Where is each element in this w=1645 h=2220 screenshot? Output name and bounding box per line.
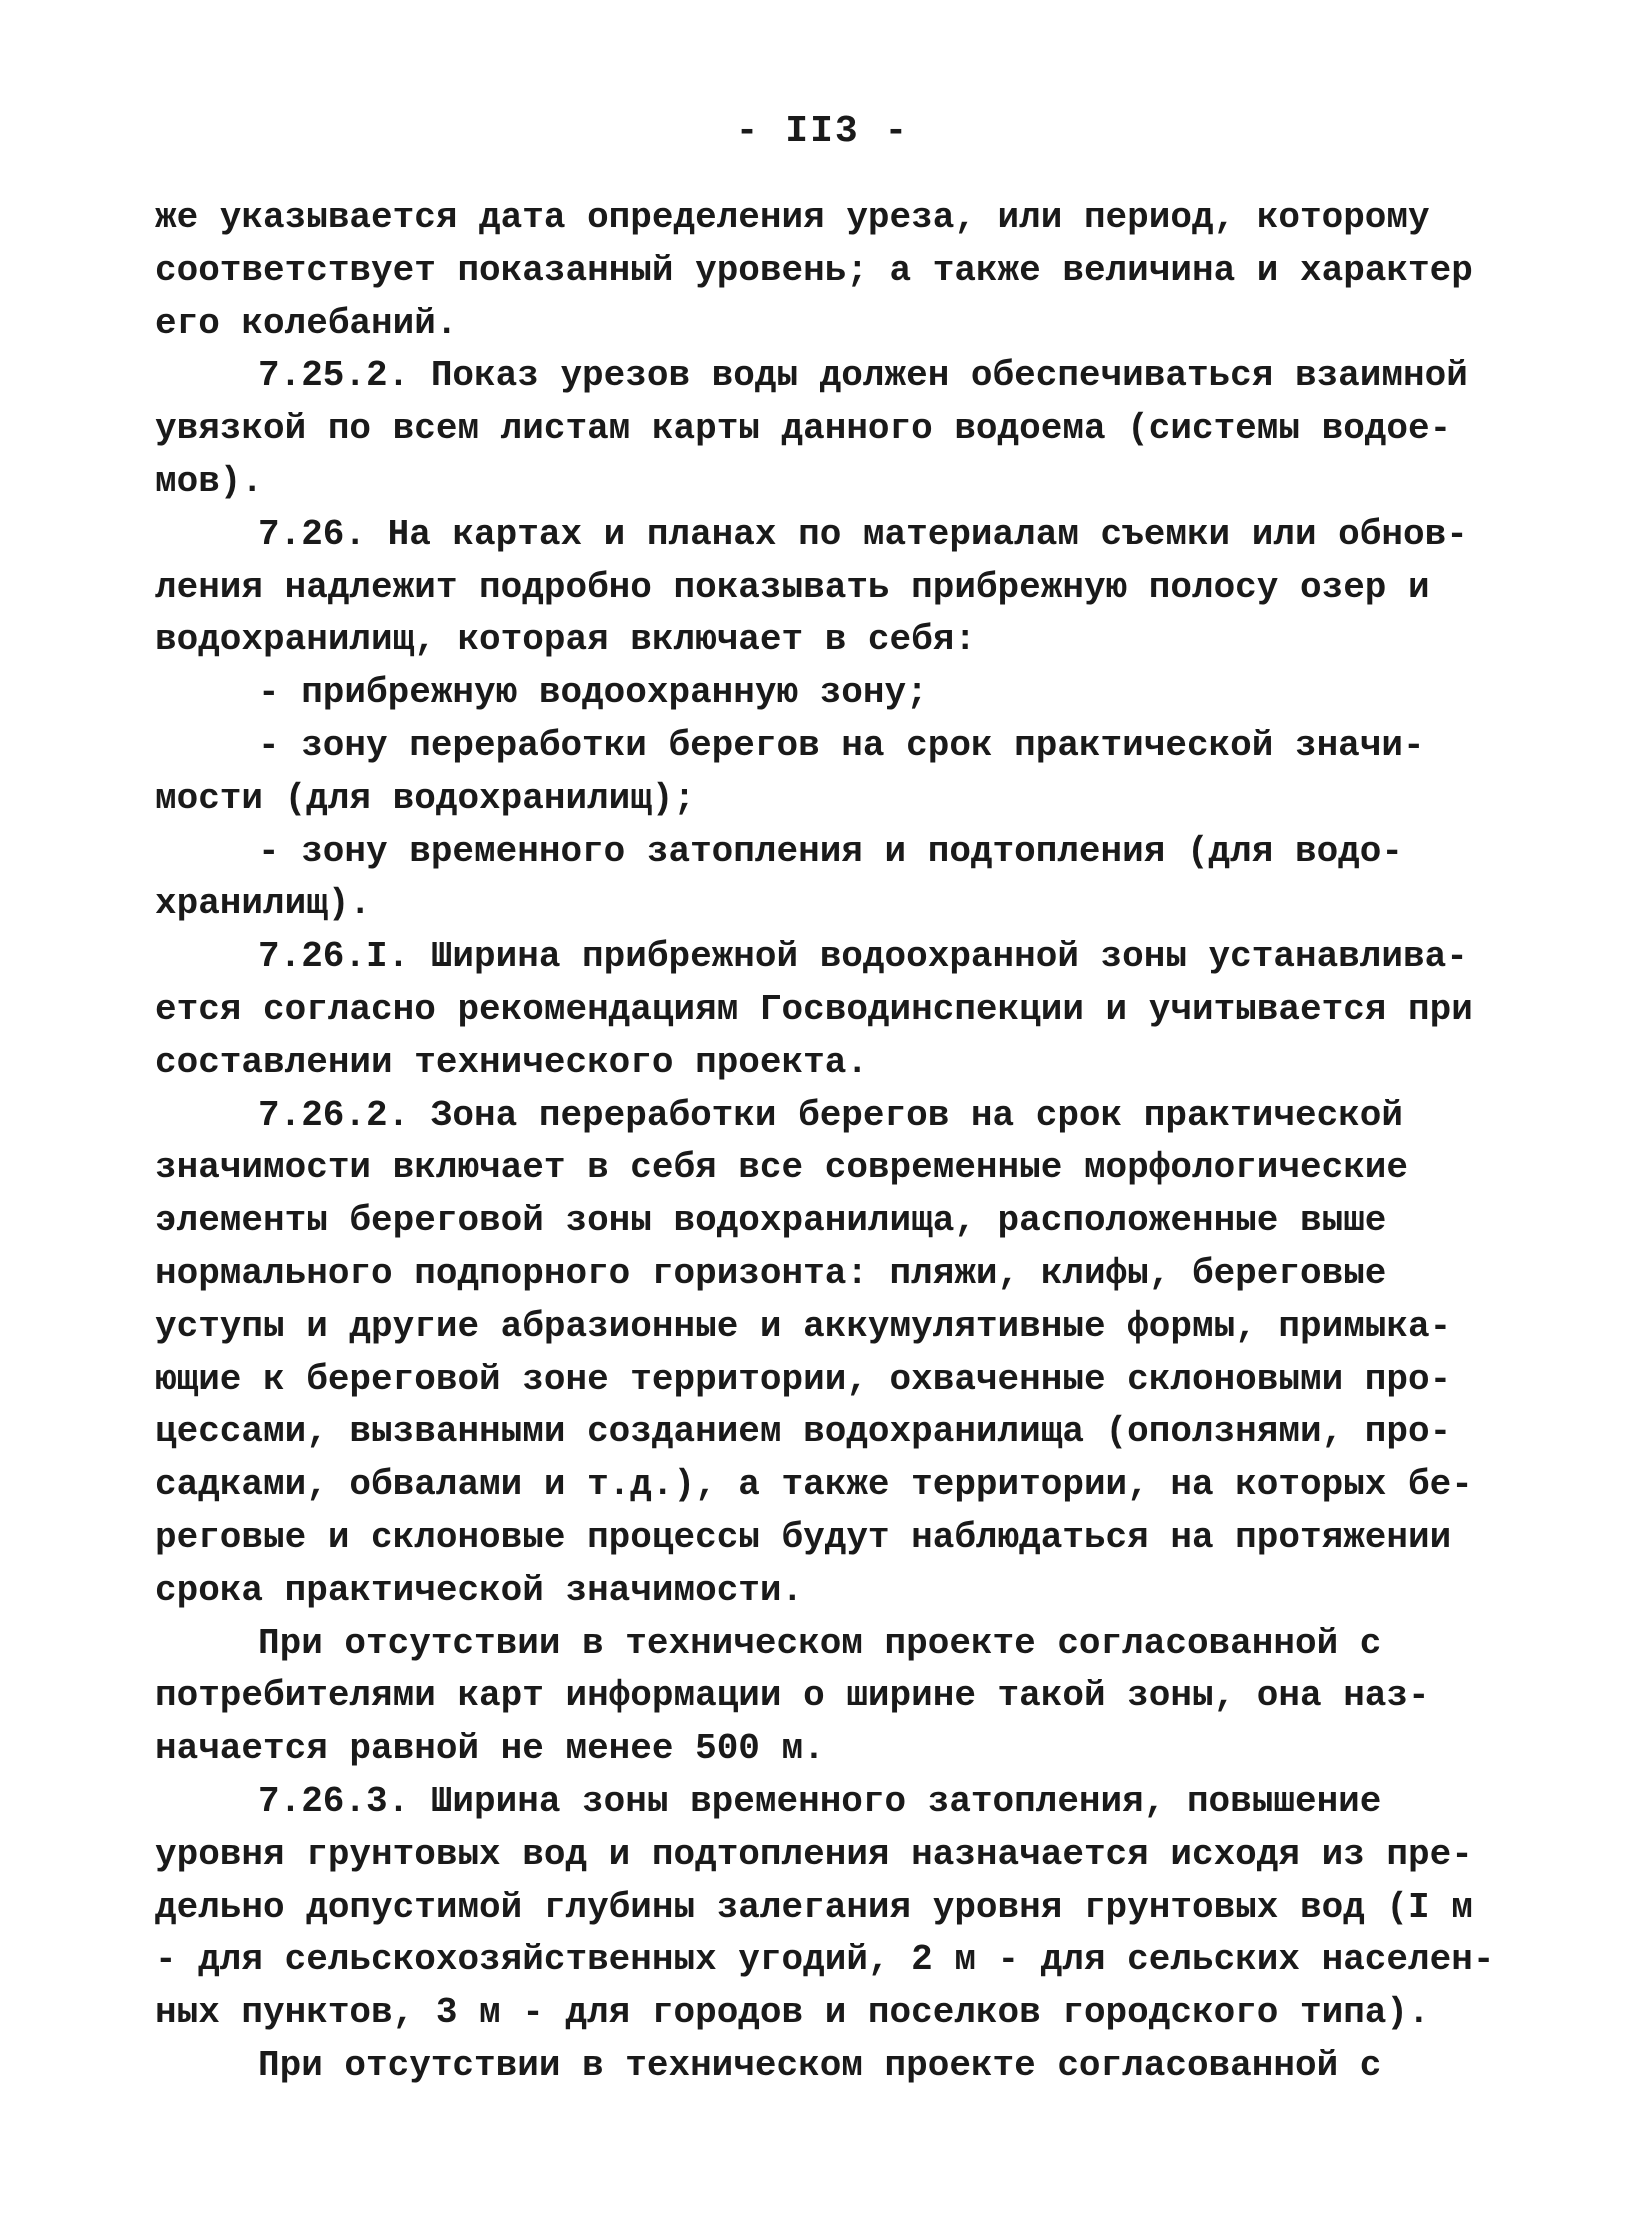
text-line: увязкой по всем листам карты данного водоема (системы водое- bbox=[155, 408, 1452, 450]
body-text bbox=[155, 192, 1495, 2093]
text-line: - прибрежную водоохранную зону; bbox=[258, 672, 928, 714]
text-line: цессами, вызванными созданием водохранилища (оползнями, про- bbox=[155, 1411, 1452, 1453]
text-line: потребителями карт информации о ширине такой зоны, она наз- bbox=[155, 1675, 1430, 1717]
text-line: значимости включает в себя все современные морфологические bbox=[155, 1147, 1409, 1189]
text-line: составлении технического проекта. bbox=[155, 1041, 868, 1083]
text-line: 7.25.2. Показ урезов воды должен обеспечиваться взаимной bbox=[258, 355, 1468, 397]
text-line: дельно допустимой глубины залегания уровня грунтовых вод (I м bbox=[155, 1886, 1473, 1928]
text-line: срока практической значимости. bbox=[155, 1569, 804, 1611]
text-line: - зону переработки берегов на срок практической значи- bbox=[258, 724, 1425, 766]
text-line: 7.26.2. Зона переработки берегов на срок практической bbox=[258, 1094, 1403, 1136]
text-line: же указывается дата определения уреза, или период, которому bbox=[155, 197, 1430, 238]
text-line: мов). bbox=[155, 460, 264, 502]
text-line: водохранилищ, которая включает в себя: bbox=[155, 619, 976, 661]
text-line: ления надлежит подробно показывать прибрежную полосу озер и bbox=[155, 566, 1430, 608]
text-line: - зону временного затопления и подтопления (для водо- bbox=[258, 830, 1403, 872]
page-number: - II3 - bbox=[735, 110, 910, 153]
text-line: уровня грунтовых вод и подтопления назначается исходя из пре- bbox=[155, 1833, 1473, 1875]
text-line: его колебаний. bbox=[155, 302, 458, 344]
text-line: 7.26.3. Ширина зоны временного затопления, повышение bbox=[258, 1780, 1382, 1822]
text-line: соответствует показанный уровень; а также величина и характер bbox=[155, 249, 1473, 291]
text-line: элементы береговой зоны водохранилища, расположенные выше bbox=[155, 1200, 1387, 1242]
text-line: хранилищ). bbox=[155, 883, 372, 925]
text-line: садками, обвалами и т.д.), а также территории, на которых бе- bbox=[155, 1464, 1473, 1506]
text-line: уступы и другие абразионные и аккумулятивные формы, примыка- bbox=[155, 1305, 1452, 1347]
text-line: нормального подпорного горизонта: пляжи, клифы, береговые bbox=[155, 1252, 1387, 1294]
text-line: мости (для водохранилищ); bbox=[155, 777, 696, 819]
text-line: 7.26.I. Ширина прибрежной водоохранной зоны устанавлива- bbox=[258, 936, 1468, 978]
text-line: 7.26. На картах и планах по материалам съемки или обнов- bbox=[258, 513, 1468, 555]
text-line: ющие к береговой зоне территории, охваченные склоновыми про- bbox=[155, 1358, 1452, 1400]
text-line: При отсутствии в техническом проекте согласованной с bbox=[258, 1622, 1382, 1664]
text-line: При отсутствии в техническом проекте согласованной с bbox=[258, 2044, 1382, 2086]
text-line: начается равной не менее 500 м. bbox=[155, 1728, 825, 1770]
text-line: - для сельскохозяйственных угодий, 2 м - для сельских населен- bbox=[155, 1939, 1495, 1981]
text-line: ных пунктов, 3 м - для городов и поселков городского типа). bbox=[155, 1992, 1430, 2034]
text-line: реговые и склоновые процессы будут наблюдаться на протяжении bbox=[155, 1516, 1452, 1558]
text-line: ется согласно рекомендациям Госводинспекции и учитывается при bbox=[155, 988, 1473, 1030]
